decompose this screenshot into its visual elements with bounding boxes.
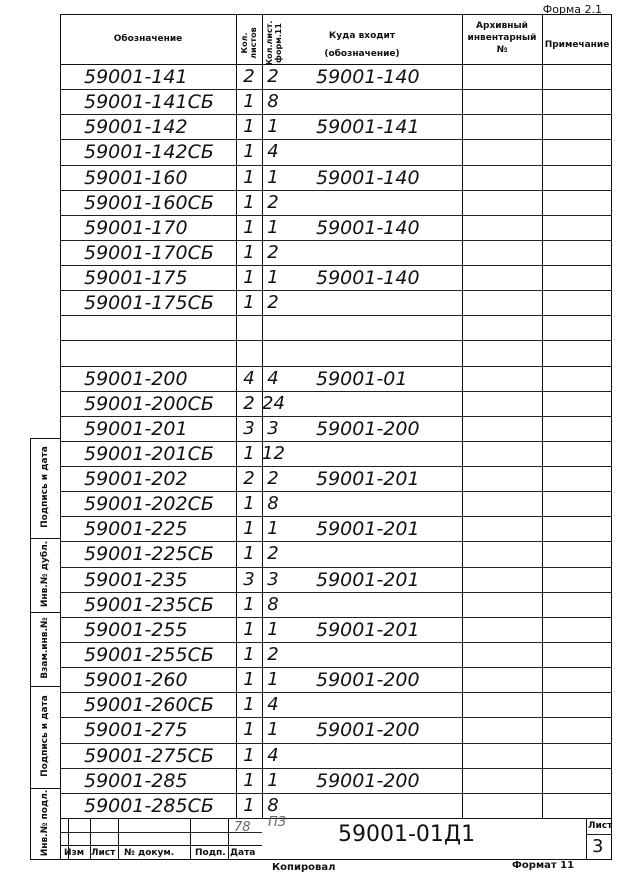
row-sheets: 1 — [267, 216, 279, 238]
row-sheets: 12 — [262, 442, 285, 464]
col-header-qty: Кол. листов — [240, 27, 258, 59]
row-sheets: 2 — [267, 292, 279, 314]
tb-col-sheet: Лист — [91, 848, 116, 858]
row-qty: 1 — [243, 292, 255, 314]
row-sheets: 4 — [267, 367, 279, 389]
row-designation: 59001-170СБ — [84, 241, 214, 264]
row-designation: 59001-141 — [84, 66, 188, 88]
row-qty: 3 — [243, 568, 255, 590]
row-designation: 59001-170 — [84, 216, 188, 239]
left-strip-label: Подпись и дата — [40, 695, 50, 777]
row-where-used: 59001-140 — [316, 166, 420, 189]
sheet-label: Лист — [588, 821, 613, 831]
row-qty: 1 — [243, 593, 255, 615]
row-sheets: 4 — [267, 744, 279, 766]
row-sheets: 1 — [267, 618, 279, 640]
row-sheets: 2 — [267, 191, 279, 213]
col-header-where-used: Куда входит (обозначение) — [324, 31, 400, 59]
row-sheets: 3 — [267, 568, 279, 590]
row-where-used: 59001-201 — [316, 568, 420, 591]
row-designation: 59001-202 — [84, 468, 188, 491]
row-designation: 59001-225 — [84, 518, 188, 541]
row-sheets: 1 — [267, 267, 279, 289]
document-number: 59001-01Д1 — [338, 822, 476, 847]
row-qty: 1 — [243, 191, 255, 213]
row-qty: 4 — [243, 367, 255, 389]
row-qty: 1 — [243, 141, 255, 163]
row-sheets: 1 — [267, 769, 279, 791]
row-sheets: 8 — [267, 794, 279, 816]
row-sheets: 24 — [262, 392, 285, 414]
row-qty: 1 — [243, 493, 255, 515]
row-qty: 1 — [243, 694, 255, 716]
row-qty: 1 — [243, 241, 255, 263]
row-sheets: 4 — [267, 694, 279, 716]
row-where-used: 59001-200 — [316, 769, 420, 792]
form-label: Форма 2.1 — [542, 3, 602, 16]
row-designation: 59001-201 — [84, 417, 188, 440]
left-strip-label: Инв.№ дубл. — [40, 540, 50, 608]
row-qty: 1 — [243, 216, 255, 238]
row-sheets: 1 — [267, 166, 279, 188]
row-where-used: 59001-140 — [316, 267, 420, 290]
row-where-used: 59001-201 — [316, 468, 420, 491]
row-sheets: 2 — [267, 643, 279, 665]
row-sheets: 2 — [267, 468, 279, 490]
row-qty: 1 — [243, 267, 255, 289]
row-sheets: 1 — [267, 518, 279, 540]
row-designation: 59001-201СБ — [84, 442, 214, 465]
row-qty: 2 — [243, 66, 255, 87]
row-qty: 1 — [243, 769, 255, 791]
row-designation: 59001-141СБ — [84, 91, 214, 114]
row-where-used: 59001-200 — [316, 417, 420, 440]
row-where-used: 59001-140 — [316, 216, 420, 239]
row-sheets: 8 — [267, 593, 279, 615]
row-where-used: 59001-141 — [316, 116, 420, 139]
row-designation: 59001-200 — [84, 367, 188, 390]
row-qty: 1 — [243, 618, 255, 640]
row-designation: 59001-142 — [84, 116, 188, 139]
row-designation: 59001-175СБ — [84, 292, 214, 315]
row-designation: 59001-285 — [84, 769, 188, 792]
row-designation: 59001-255СБ — [84, 643, 214, 666]
row-sheets: 8 — [267, 91, 279, 113]
row-where-used: 59001-200 — [316, 669, 420, 692]
row-qty: 1 — [243, 744, 255, 766]
row-qty: 3 — [243, 417, 255, 439]
row-designation: 59001-275 — [84, 719, 188, 742]
col-header-sheets: Кол.лист. форм.11 — [265, 20, 283, 66]
col-header-designation: Обозначение — [113, 34, 183, 44]
row-qty: 1 — [243, 543, 255, 565]
row-designation: 59001-260СБ — [84, 694, 214, 717]
tb-col-doc: № докум. — [124, 848, 175, 858]
row-sheets: 2 — [267, 241, 279, 263]
row-designation: 59001-160СБ — [84, 191, 214, 214]
row-sheets: 1 — [267, 116, 279, 138]
row-where-used: 59001-01 — [316, 367, 408, 390]
stamp-b: ПЗ — [268, 815, 287, 830]
row-sheets: 3 — [267, 417, 279, 439]
left-strip-label: Взам.инв.№ — [40, 617, 50, 679]
sheet-number: 3 — [592, 836, 604, 857]
row-designation: 59001-142СБ — [84, 141, 214, 164]
row-qty: 1 — [243, 442, 255, 464]
left-strip-label: Инв.№ подл. — [40, 789, 50, 857]
row-qty: 1 — [243, 719, 255, 741]
row-designation: 59001-200СБ — [84, 392, 214, 415]
row-qty: 1 — [243, 116, 255, 138]
row-where-used: 59001-201 — [316, 518, 420, 541]
col-header-archive: Архивный инвентарный № — [467, 21, 537, 55]
row-designation: 59001-225СБ — [84, 543, 214, 566]
tb-col-date: Дата — [230, 848, 256, 858]
row-qty: 1 — [243, 166, 255, 188]
row-designation: 59001-260 — [84, 669, 188, 692]
tb-col-change: Изм — [64, 848, 85, 858]
tb-col-sign: Подп. — [195, 848, 226, 858]
row-qty: 1 — [243, 91, 255, 113]
row-where-used: 59001-201 — [316, 618, 420, 641]
row-sheets: 8 — [267, 493, 279, 515]
row-qty: 1 — [243, 643, 255, 665]
row-designation: 59001-235СБ — [84, 593, 214, 616]
row-sheets: 4 — [267, 141, 279, 163]
row-qty: 1 — [243, 669, 255, 691]
row-divider — [60, 315, 612, 316]
row-designation: 59001-285СБ — [84, 794, 214, 817]
row-designation: 59001-175 — [84, 267, 188, 290]
footer-format: Формат 11 — [512, 860, 575, 871]
row-qty: 1 — [243, 794, 255, 816]
row-sheets: 2 — [267, 543, 279, 565]
row-where-used: 59001-140 — [316, 66, 420, 88]
row-qty: 2 — [243, 468, 255, 490]
row-sheets: 1 — [267, 669, 279, 691]
col-header-notes: Примечание — [544, 40, 610, 50]
row-designation: 59001-255 — [84, 618, 188, 641]
row-designation: 59001-202СБ — [84, 493, 214, 516]
stamp-a: 78 — [234, 820, 251, 835]
left-strip-label: Подпись и дата — [40, 446, 50, 528]
row-where-used: 59001-200 — [316, 719, 420, 742]
row-designation: 59001-235 — [84, 568, 188, 591]
row-qty: 1 — [243, 518, 255, 540]
row-designation: 59001-160 — [84, 166, 188, 189]
row-sheets: 2 — [267, 66, 279, 87]
row-divider — [60, 340, 612, 341]
row-sheets: 1 — [267, 719, 279, 741]
row-qty: 2 — [243, 392, 255, 414]
footer-copied: Копировал — [272, 862, 336, 873]
row-designation: 59001-275СБ — [84, 744, 214, 767]
